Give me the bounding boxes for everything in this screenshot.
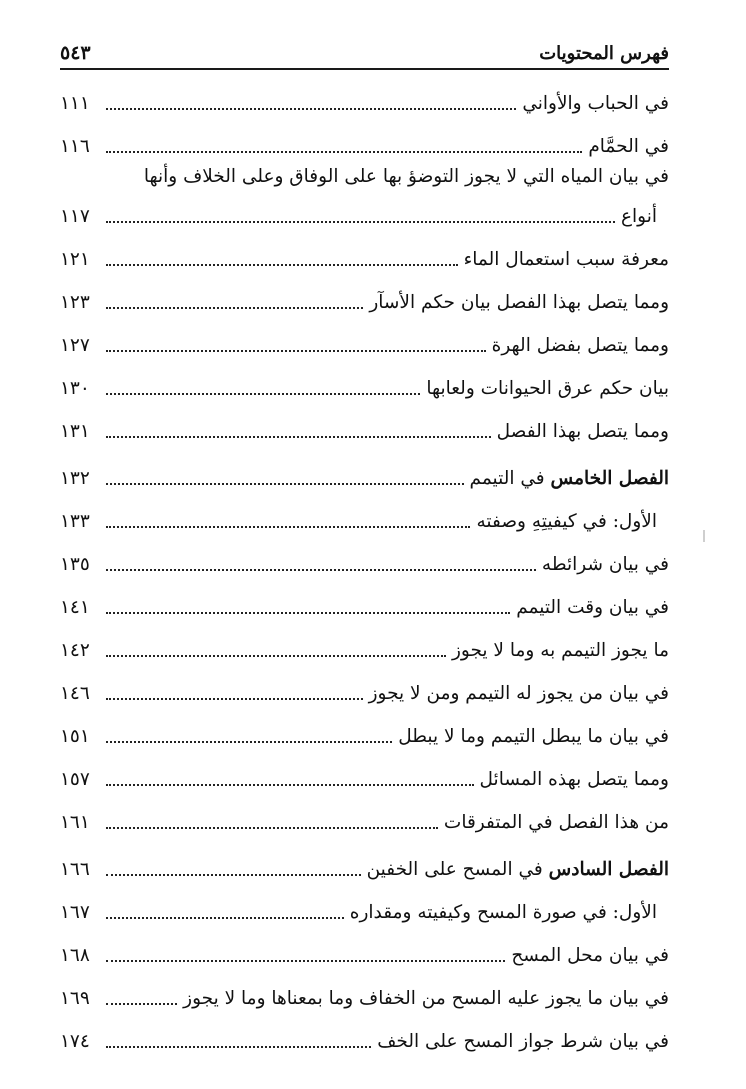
leader-dots bbox=[106, 1046, 371, 1048]
toc-entry-title: في بيان شرط جواز المسح على الخف bbox=[377, 1030, 669, 1052]
toc-entry-title: من هذا الفصل في المتفرقات bbox=[443, 811, 669, 833]
leader-dots bbox=[106, 483, 464, 485]
leader-dots bbox=[106, 827, 438, 829]
toc-entry-title: في الحمَّام bbox=[588, 135, 669, 157]
toc-entry-page: ١٣١ bbox=[60, 420, 90, 442]
toc-entry bbox=[60, 1016, 669, 1059]
toc-entry-page: ١١١ bbox=[60, 92, 90, 114]
toc-entry-title: ومما يتصل بفضل الهرة bbox=[491, 334, 669, 356]
toc-entry-page: ١٢٣ bbox=[60, 291, 90, 313]
toc-entry-title: بيان حكم عرق الحيوانات ولعابها bbox=[426, 377, 669, 399]
toc-entry bbox=[60, 754, 669, 797]
toc-section-heading bbox=[60, 844, 669, 887]
leader-dots bbox=[106, 960, 505, 962]
toc-entry-page: ١٦٩ bbox=[60, 987, 90, 1009]
running-title: فهرس المحتويات bbox=[539, 43, 669, 64]
leader-dots bbox=[106, 108, 516, 110]
leader-dots bbox=[106, 1003, 177, 1005]
leader-dots bbox=[106, 655, 446, 657]
toc-entry-title: الأول: في صورة المسح وكيفيته ومقداره bbox=[349, 901, 657, 923]
toc-entry bbox=[60, 234, 669, 277]
toc-entry-page: ١٧٤ bbox=[60, 1030, 90, 1052]
toc-entry-title: في الحباب والأواني bbox=[522, 92, 669, 114]
toc-entry-page: ١٣٥ bbox=[60, 553, 90, 575]
toc-entry-page: ١٣٠ bbox=[60, 377, 90, 399]
toc-entry bbox=[60, 930, 669, 973]
toc-section-title bbox=[367, 859, 669, 881]
toc-entry-page: ١٢١ bbox=[60, 248, 90, 270]
toc-section-heading bbox=[60, 453, 669, 496]
toc-entry-page: ١٦٦ bbox=[60, 858, 90, 880]
leader-dots bbox=[106, 874, 361, 876]
toc-entry-title: في بيان من يجوز له التيمم ومن لا يجوز bbox=[368, 682, 669, 704]
toc-entry-page: ١٢٧ bbox=[60, 334, 90, 356]
toc-entry-title: الأول: في كيفيتِهِ وصفته bbox=[476, 510, 657, 532]
leader-dots bbox=[106, 741, 392, 743]
leader-dots bbox=[106, 393, 420, 395]
leader-dots bbox=[106, 612, 510, 614]
toc-entry bbox=[60, 625, 669, 668]
toc-entry-page: ١٣٣ bbox=[60, 510, 90, 532]
toc-entry-page: ١٤١ bbox=[60, 596, 90, 618]
toc-entry-title-line1: في بيان المياه التي لا يجوز التوضؤ بها على الوفاق وعلى الخلاف وأنها bbox=[143, 165, 669, 187]
toc-entry-title: ومما يتصل بهذه المسائل bbox=[479, 768, 669, 790]
section-name-bold: الفصل الخامس bbox=[550, 467, 669, 489]
toc-entry-page: ١١٦ bbox=[60, 135, 90, 157]
section-topic: في التيمم bbox=[469, 467, 545, 489]
toc-section-title bbox=[470, 468, 669, 490]
toc-entry-page: ١٥١ bbox=[60, 725, 90, 747]
section-name-bold: الفصل السادس bbox=[548, 858, 669, 880]
leader-dots bbox=[106, 264, 458, 266]
leader-dots bbox=[106, 784, 474, 786]
toc-entry-page: ١٤٢ bbox=[60, 639, 90, 661]
toc-entry-page: ١٦٧ bbox=[60, 901, 90, 923]
toc-entry bbox=[60, 363, 669, 406]
toc-entry bbox=[60, 973, 669, 1016]
toc-entry-page: ١٦٨ bbox=[60, 944, 90, 966]
toc-entry-title-line2: أنواع bbox=[620, 205, 657, 227]
toc-entry bbox=[60, 406, 669, 449]
toc-entry bbox=[60, 797, 669, 840]
page-header bbox=[60, 30, 669, 70]
leader-dots bbox=[106, 526, 470, 528]
toc-entry-title: في بيان وقت التيمم bbox=[516, 596, 669, 618]
section-topic: في المسح على الخفين bbox=[366, 858, 543, 880]
toc-entry bbox=[60, 320, 669, 363]
toc-entry bbox=[60, 582, 669, 625]
leader-dots bbox=[106, 221, 615, 223]
toc-entry bbox=[60, 539, 669, 582]
toc-entry-page: ١٦١ bbox=[60, 811, 90, 833]
toc-entry-title: في بيان شرائطه bbox=[541, 553, 669, 575]
toc-entry bbox=[60, 496, 669, 539]
leader-dots bbox=[106, 436, 491, 438]
margin-mark bbox=[703, 530, 705, 542]
toc-entry-first-line bbox=[60, 164, 669, 194]
toc-entry bbox=[60, 78, 669, 121]
toc-entry bbox=[60, 277, 669, 320]
toc-entry-title: معرفة سبب استعمال الماء bbox=[463, 248, 669, 270]
toc-entry-title: ومما يتصل بهذا الفصل بيان حكم الأسآر bbox=[369, 291, 669, 313]
leader-dots bbox=[106, 917, 344, 919]
toc-entry bbox=[60, 121, 669, 164]
toc-entry bbox=[60, 194, 669, 234]
leader-dots bbox=[106, 569, 536, 571]
toc-entry bbox=[60, 887, 669, 930]
leader-dots bbox=[106, 698, 363, 700]
table-of-contents bbox=[60, 78, 669, 1059]
toc-entry-title: في بيان محل المسح bbox=[511, 944, 669, 966]
toc-entry-title: ما يجوز التيمم به وما لا يجوز bbox=[451, 639, 669, 661]
page-number: ٥٤٣ bbox=[60, 42, 91, 64]
toc-entry-page: ١٥٧ bbox=[60, 768, 90, 790]
toc-entry bbox=[60, 711, 669, 754]
leader-dots bbox=[106, 350, 486, 352]
toc-entry-page: ١١٧ bbox=[60, 205, 90, 227]
toc-entry-page: ١٤٦ bbox=[60, 682, 90, 704]
leader-dots bbox=[106, 151, 582, 153]
toc-entry-title: في بيان ما يبطل التيمم وما لا يبطل bbox=[398, 725, 669, 747]
toc-entry-page: ١٣٢ bbox=[60, 467, 90, 489]
toc-entry-title: في بيان ما يجوز عليه المسح من الخفاف وما بمعناها وما لا يجوز bbox=[183, 987, 669, 1009]
leader-dots bbox=[106, 307, 363, 309]
toc-entry bbox=[60, 668, 669, 711]
toc-entry-title: ومما يتصل بهذا الفصل bbox=[496, 420, 669, 442]
